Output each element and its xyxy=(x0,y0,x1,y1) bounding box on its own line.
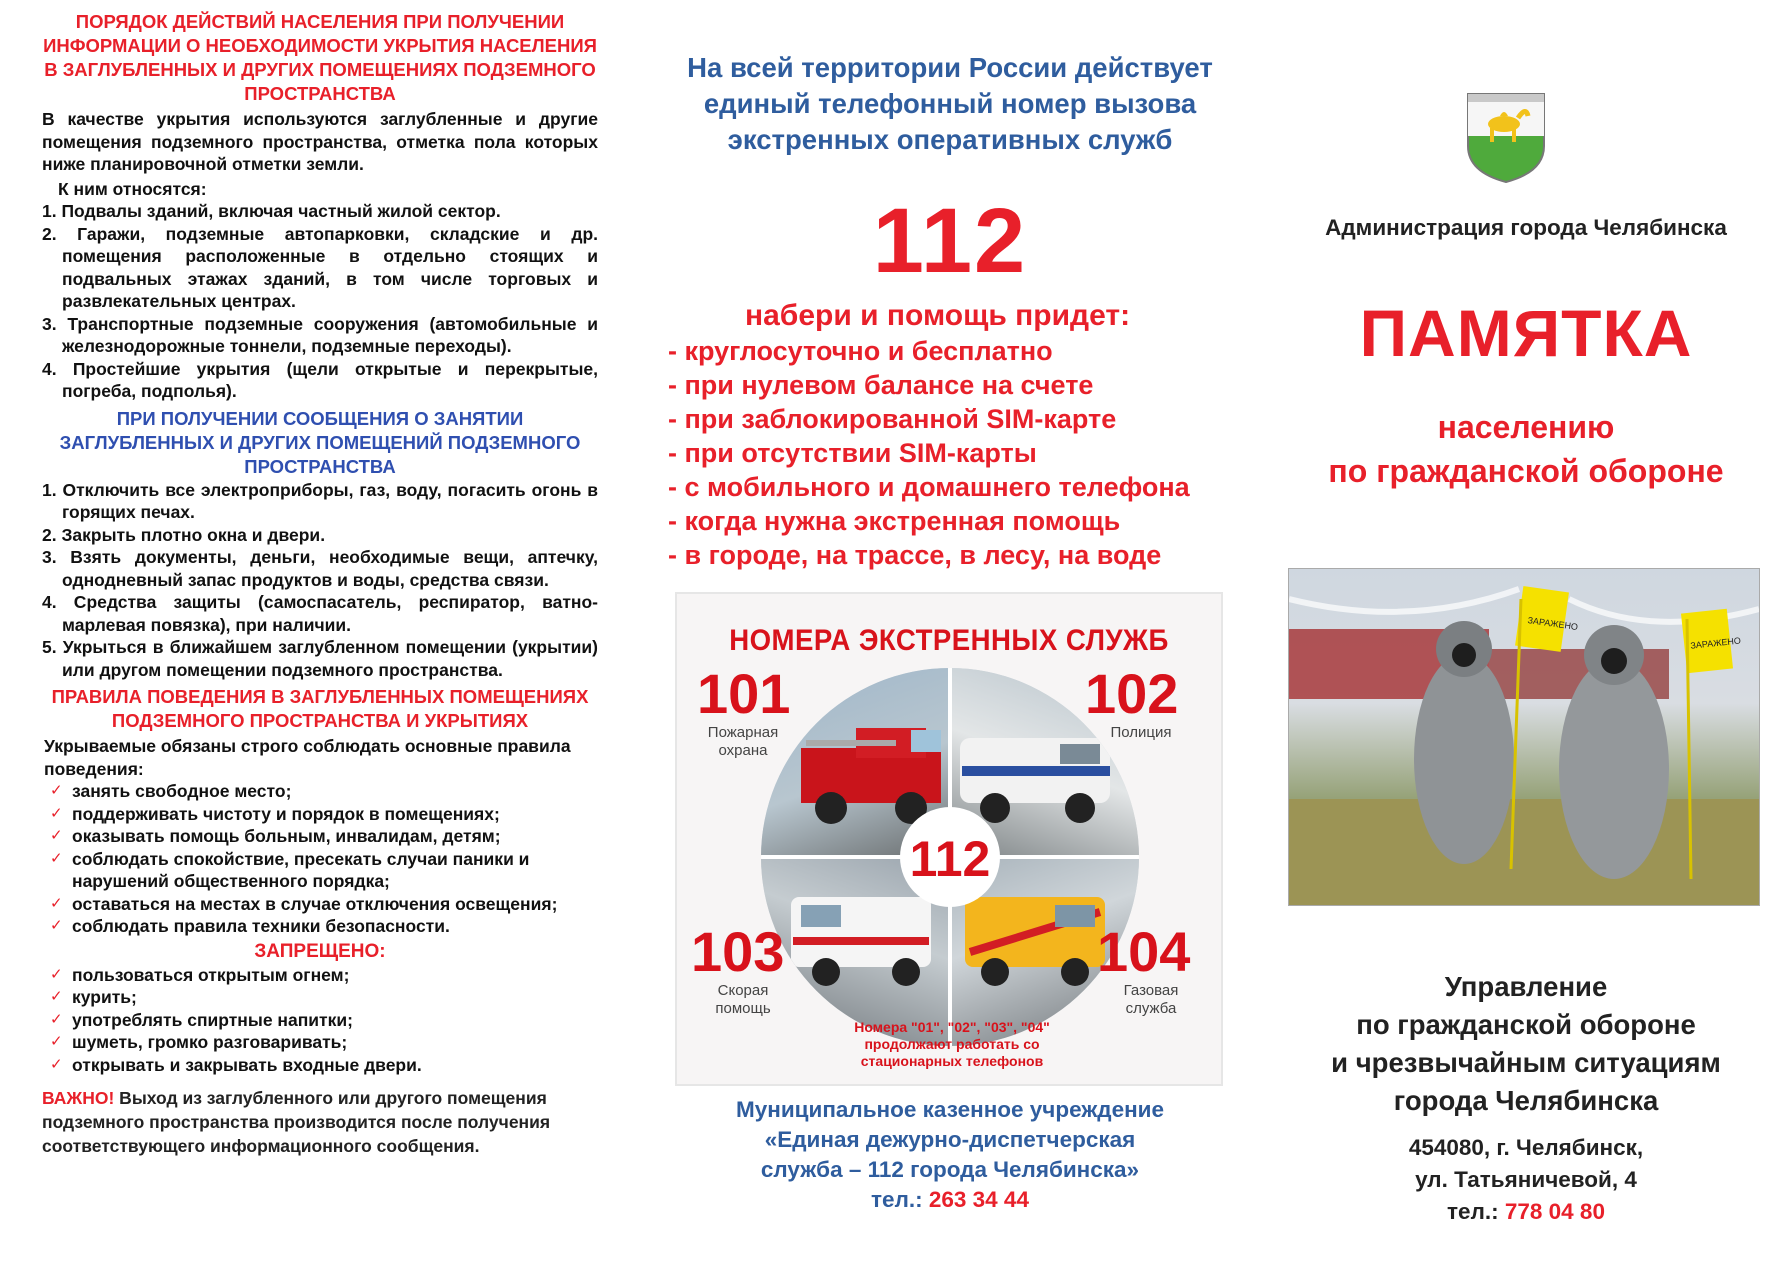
list-item: ✓ оставаться на местах в случае отключения освещения; xyxy=(48,893,598,916)
emergency-number: 112 xyxy=(872,190,1028,292)
intro-text: качестве укрытия используются заглубленные и другие помещения подземного пространства, отметка пола которых ниже планировочной отметки земли. xyxy=(42,109,598,174)
municipal-line-3: служба – 112 города Челябинска» xyxy=(760,1157,1140,1182)
intro-paragraph xyxy=(42,108,598,176)
page-subtitle xyxy=(1260,405,1792,493)
municipal-service-info xyxy=(640,1095,1260,1215)
section-title-on-message: ПРИ ПОЛУЧЕНИИ СООБЩЕНИЯ О ЗАНЯТИИ ЗАГЛУБЛЕННЫХ И ДРУГИХ ПОМЕЩЕНИЙ ПОДЗЕМНОГО ПРОСТРАНСТВА xyxy=(59,407,581,477)
list-item: - когда нужна экстренная помощь xyxy=(668,506,1121,536)
list-item: 4. Средства защиты (самоспасатель, респиратор, ватно-марлевая повязка), при наличии. xyxy=(42,592,598,635)
list-item: ✓ занять свободное место; xyxy=(48,780,598,803)
municipal-line-2: «Единая дежурно-диспетчерская xyxy=(764,1127,1136,1152)
left-column xyxy=(0,0,640,1278)
address-phone xyxy=(1260,1196,1792,1228)
list-item: ✓ курить; xyxy=(48,986,598,1009)
list-item: 2. Закрыть плотно окна и двери. xyxy=(42,524,326,545)
list-item: - с мобильного и домашнего телефона xyxy=(668,472,1190,502)
service-number-gas: 104 xyxy=(1097,920,1191,983)
list-item: 3. Взять документы, деньги, необходимые вещи, аптечку, однодневный запас продуктов и воды, средства связи. xyxy=(42,547,598,590)
list-item: ✓ соблюдать спокойствие, пресекать случаи паники и нарушений общественного порядка; xyxy=(48,848,598,893)
list-item: 1. Подвалы зданий, включая частный жилой сектор. xyxy=(42,201,501,221)
dial-caption: набери и помощь придет: xyxy=(745,299,1131,332)
list-item: - при нулевом балансе на счете xyxy=(668,370,1094,400)
phone-label: тел.: xyxy=(1447,1199,1505,1224)
poster-title: НОМЕРА ЭКСТРЕННЫХ СЛУЖБ xyxy=(729,624,1169,657)
rules-list xyxy=(42,780,598,938)
list-item: ✓ поддерживать чистоту и порядок в помещениях; xyxy=(48,803,598,826)
municipal-line-1: Муниципальное казенное учреждение xyxy=(735,1097,1165,1122)
intro-lead: В xyxy=(42,109,55,129)
service-number-police: 102 xyxy=(1085,662,1179,725)
address-line-1: 454080, г. Челябинск, xyxy=(1408,1135,1644,1160)
important-label: ВАЖНО! xyxy=(42,1088,115,1108)
rules-intro: Укрываемые обязаны строго соблюдать основные правила поведения: xyxy=(44,736,571,779)
list-item: - при отсутствии SIM-карты xyxy=(668,438,1037,468)
page-title: ПАМЯТКА xyxy=(1359,296,1693,370)
list-item: ✓ употреблять спиртные напитки; xyxy=(48,1009,598,1032)
list-item: 2. Гаражи, подземные автопарковки, складские и др. помещения расположенные в отдельно стоящих и подвальных этажах зданий, в том числе торговых и развлекательных центрах. xyxy=(42,223,598,311)
service-label-police: Полиция xyxy=(1110,724,1172,741)
phone-value: 778 04 80 xyxy=(1504,1199,1605,1224)
dept-line-4: города Челябинска xyxy=(1393,1085,1659,1116)
service-label-fire: Пожарная охрана xyxy=(707,724,779,759)
coat-of-arms-icon xyxy=(1464,88,1548,184)
right-column xyxy=(1260,0,1792,1278)
list-item: 4. Простейшие укрытия (щели открытые и перекрытые, погреба, подполья). xyxy=(42,358,598,401)
phone-label: тел.: xyxy=(871,1187,929,1212)
section-title-behavior-rules: ПРАВИЛА ПОВЕДЕНИЯ В ЗАГЛУБЛЕННЫХ ПОМЕЩЕНИЯХ ПОДЗЕМНОГО ПРОСТРАНСТВА И УКРЫТИЯХ xyxy=(51,686,589,731)
hazmat-drill-photo xyxy=(1288,568,1760,906)
list-item: - при заблокированной SIM-карте xyxy=(668,404,1117,434)
dept-line-1: Управление xyxy=(1444,971,1608,1002)
dept-line-2: по гражданской обороне xyxy=(1356,1009,1696,1040)
list-item: ✓ шуметь, громко разговаривать; xyxy=(48,1031,598,1054)
availability-list xyxy=(668,334,1190,572)
address-line-2: ул. Татьяничевой, 4 xyxy=(1415,1167,1637,1192)
middle-column xyxy=(640,0,1260,1278)
list-item: 5. Укрыться в ближайшем заглубленном помещении (укрытии) или другом помещении подземного пространства. xyxy=(42,637,598,680)
list-item: ✓ пользоваться открытым огнем; xyxy=(48,964,598,987)
municipal-phone xyxy=(640,1185,1260,1215)
service-number-fire: 101 xyxy=(697,662,791,725)
poster-note: Номера "01", "02", "03", "04" продолжают работать со стационарных телефонов xyxy=(854,1019,1050,1069)
services-circle xyxy=(761,668,1139,1046)
shelter-list xyxy=(42,200,598,403)
subtitle-line-2: по гражданской обороне xyxy=(1328,453,1724,489)
section-title-shelter-procedure: ПОРЯДОК ДЕЙСТВИЙ НАСЕЛЕНИЯ ПРИ ПОЛУЧЕНИИ ИНФОРМАЦИИ О НЕОБХОДИМОСТИ УКРЫТИЯ НАСЕЛЕНИЯ В ЗАГЛУБЛЕННЫХ И ДРУГИХ ПОМЕЩЕНИЯХ ПОДЗЕМНОГО ПРОСТРАНСТВА xyxy=(43,11,597,104)
poster-center-number: 112 xyxy=(909,831,991,887)
important-note xyxy=(42,1086,598,1158)
hazard-sign-left: ЗАРАЖЕНО xyxy=(1527,615,1579,633)
dept-line-3: и чрезвычайным ситуациям xyxy=(1331,1047,1721,1078)
important-text: Выход из заглубленного или другого помещения подземного пространства производится после получения соответствующего информационного сообщения. xyxy=(42,1088,551,1156)
list-item: 3. Транспортные подземные сооружения (автомобильные и железнодорожные тоннели, подземные переходы). xyxy=(42,313,598,356)
actions-list xyxy=(42,479,598,682)
department-address xyxy=(1260,1132,1792,1228)
service-label-gas: Газовая служба xyxy=(1123,982,1179,1017)
hazard-sign-right: ЗАРАЖЕНО xyxy=(1689,635,1742,651)
list-item: 1. Отключить все электроприборы, газ, воду, погасить огонь в горящих печах. xyxy=(42,479,598,522)
emergency-services-poster xyxy=(675,592,1223,1086)
emergency-number-heading: На всей территории России действует единый телефонный номер вызова экстренных оперативных служб xyxy=(687,52,1213,155)
list-item: ✓ соблюдать правила техники безопасности. xyxy=(48,915,598,938)
forbidden-list xyxy=(42,964,598,1077)
subtitle-line-1: населению xyxy=(1437,409,1615,445)
service-label-ambulance: Скорая помощь xyxy=(715,982,771,1017)
list-item: - круглосуточно и бесплатно xyxy=(668,336,1053,366)
forbidden-title: ЗАПРЕЩЕНО: xyxy=(254,940,386,962)
service-number-ambulance: 103 xyxy=(691,920,785,983)
department-name xyxy=(1260,968,1792,1120)
administration-name: Администрация города Челябинска xyxy=(1325,215,1727,240)
they-include-label: К ним относятся: xyxy=(58,178,207,199)
list-item: ✓ оказывать помощь больным, инвалидам, детям; xyxy=(48,825,598,848)
phone-value: 263 34 44 xyxy=(928,1187,1029,1212)
list-item: - в городе, на трассе, в лесу, на воде xyxy=(668,540,1162,570)
list-item: ✓ открывать и закрывать входные двери. xyxy=(48,1054,598,1077)
